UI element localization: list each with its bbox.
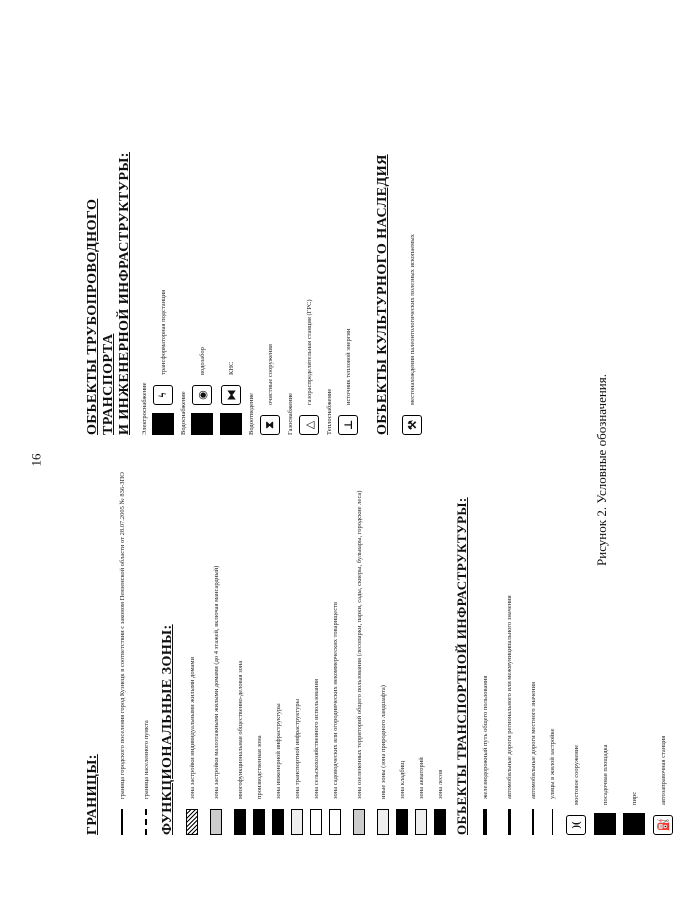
road-regional-symbol xyxy=(508,809,511,835)
group-label: Электроснабжение xyxy=(141,382,148,435)
engineering-heading-line1: ОБЪЕКТЫ ТРУБОПРОВОДНОГО ТРАНСПОРТА xyxy=(85,198,116,435)
legend-row xyxy=(394,455,410,835)
street-symbol xyxy=(552,809,553,835)
legend-row xyxy=(496,455,522,835)
legend-row xyxy=(375,455,391,835)
zone-symbol xyxy=(186,809,198,835)
legend-label: посадочная площадка xyxy=(601,744,609,805)
zone-symbol xyxy=(415,809,427,835)
gas-distribution-icon: △ xyxy=(299,415,319,435)
boundaries-heading: ГРАНИЦЫ: xyxy=(85,754,100,835)
pump-station-icon: ⧓ xyxy=(221,385,241,405)
legend-row xyxy=(650,455,676,835)
pump-block xyxy=(220,413,242,435)
legend-label: КНС xyxy=(227,361,235,375)
boundary-solid-line-symbol xyxy=(121,809,123,835)
legend-label: газораспределительная станция (ГРС) xyxy=(305,299,313,405)
legend-label: многофункциональная общественно-деловая зона xyxy=(236,660,244,799)
legend-row xyxy=(109,455,135,835)
group-label: Водоотведение xyxy=(248,393,255,435)
legend-row xyxy=(346,455,372,835)
legend-label: очистные сооружения xyxy=(266,344,274,405)
zone-symbol xyxy=(434,809,446,835)
road-local-symbol xyxy=(532,809,534,835)
group-label: Теплоснабжение xyxy=(326,388,333,435)
legend-row xyxy=(592,455,618,835)
legend-row xyxy=(399,115,425,435)
legend-label: зона акваторий xyxy=(417,757,425,799)
legend-row xyxy=(203,455,229,835)
legend-label: местонахождения палеонтологических полезных ископаемых xyxy=(408,234,416,405)
legend-row xyxy=(251,455,267,835)
boundary-dashed-line-symbol xyxy=(145,809,147,835)
treatment-facility-icon: ⧗ xyxy=(260,415,280,435)
landing-pad-icon xyxy=(594,813,616,835)
group-label: Водоснабжение xyxy=(180,391,187,435)
legend-right-column xyxy=(85,115,428,435)
legend-label: железнодорожный путь общего пользования xyxy=(481,675,489,799)
legend-label: мостовое сооружение xyxy=(572,744,580,805)
legend-row xyxy=(335,115,361,435)
pier-icon xyxy=(623,813,645,835)
legend-label: зона лесов xyxy=(436,769,444,799)
legend-row xyxy=(150,115,176,435)
legend-label: зона инженерной инфраструктуры xyxy=(274,703,282,799)
legend-row xyxy=(184,455,200,835)
legend-label: автомобильные дороги местного значения xyxy=(529,682,537,799)
legend-label: зона кладбищ xyxy=(398,760,406,799)
legend-label: автозаправочная станция xyxy=(659,735,667,805)
heritage-heading: ОБЪЕКТЫ КУЛЬТУРНОГО НАСЛЕДИЯ xyxy=(375,154,390,435)
zone-symbol xyxy=(253,809,265,835)
legend-row xyxy=(218,115,244,435)
zone-symbol xyxy=(210,809,222,835)
heat-source-icon: ⊥ xyxy=(338,415,358,435)
substation-block xyxy=(152,413,174,435)
railway-symbol xyxy=(483,809,487,835)
legend-label: пирс xyxy=(630,791,638,805)
legend-label: зона озелененных территорий общего пользования (лесопарки, парки, сады, скверы, бульвары, городские леса) xyxy=(355,490,363,799)
legend-row xyxy=(544,455,560,835)
legend-row xyxy=(257,115,283,435)
legend-label: граница населенного пункта xyxy=(142,720,150,799)
legend-label: источник тепловой энергии xyxy=(344,328,352,405)
legend-label: водозабор xyxy=(198,347,206,375)
legend-row xyxy=(477,455,493,835)
engineering-heading-line2: И ИНЖЕНЕРНОЙ ИНФРАСТРУКТУРЫ: xyxy=(117,152,132,435)
legend-row xyxy=(525,455,541,835)
legend-label: улицы в жилой застройке xyxy=(548,728,556,799)
zone-symbol xyxy=(272,809,284,835)
legend-label: зона садоводческих или огороднических некоммерческих товариществ xyxy=(331,601,339,799)
group-label: Газоснабжение xyxy=(287,393,294,435)
legend-row xyxy=(563,455,589,835)
legend-label: производственная зона xyxy=(255,735,263,799)
legend-label: зона транспортной инфраструктуры xyxy=(293,699,301,799)
zone-symbol xyxy=(377,809,389,835)
legend-label: автомобильные дороги регионального или межмуниципального значения xyxy=(505,595,513,799)
legend-label: иные зоны (зона природного ландшафта) xyxy=(379,685,387,799)
legend-label: зона застройки индивидуальными жилыми домами xyxy=(188,656,196,799)
legend-label: граница городского поселения город Кузнецк в соответствии с законом Пензенской области от 28.07.2005 № 836-ЗПО xyxy=(118,472,126,799)
legend-row xyxy=(432,455,448,835)
water-block xyxy=(191,413,213,435)
zone-symbol xyxy=(353,809,365,835)
paleontology-icon: ⚒ xyxy=(402,415,422,435)
legend-row xyxy=(308,455,324,835)
legend-label: зона сельскохозяйственного использования xyxy=(312,679,320,799)
water-intake-icon: ◉ xyxy=(192,385,212,405)
gas-station-icon: ⛽ xyxy=(653,815,673,835)
legend-left-column xyxy=(85,455,679,835)
legend-row xyxy=(327,455,343,835)
zone-symbol xyxy=(396,809,408,835)
figure-caption: Рисунок 2. Условные обозначения. xyxy=(594,374,609,566)
legend-row xyxy=(232,455,248,835)
legend-label: зона застройки малоэтажными жилыми домами (до 4 этажей, включая мансардный) xyxy=(212,565,220,799)
legend-row xyxy=(289,455,305,835)
legend-row xyxy=(270,455,286,835)
legend-row xyxy=(189,115,215,435)
zone-symbol xyxy=(329,809,341,835)
page-number: 16 xyxy=(28,453,44,467)
transport-heading: ОБЪЕКТЫ ТРАНСПОРТНОЙ ИНФРАСТРУКТУРЫ: xyxy=(454,497,469,835)
legend-row xyxy=(413,455,429,835)
zone-symbol xyxy=(291,809,303,835)
legend-row xyxy=(296,115,322,435)
legend-row xyxy=(138,455,154,835)
legend-label: трансформаторная подстанция xyxy=(159,289,167,375)
bridge-icon: )( xyxy=(566,815,586,835)
legend-row xyxy=(621,455,647,835)
lightning-icon: ϟ xyxy=(153,385,173,405)
zones-heading: ФУНКЦИОНАЛЬНЫЕ ЗОНЫ: xyxy=(160,624,175,835)
zone-symbol xyxy=(234,809,246,835)
zone-symbol xyxy=(310,809,322,835)
